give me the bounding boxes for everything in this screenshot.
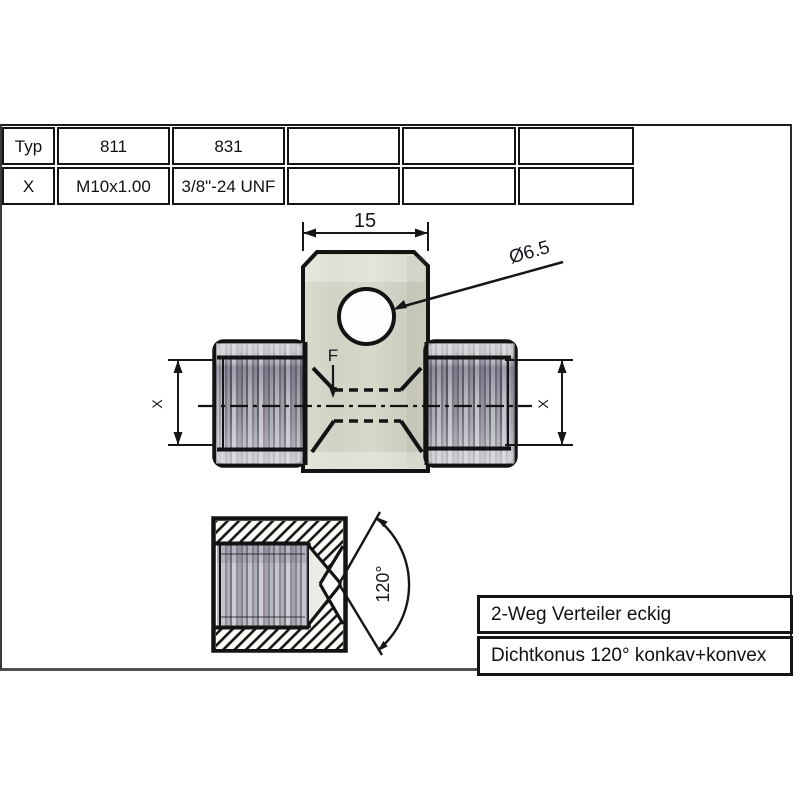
hole-diameter-label: Ø6.5 [506, 236, 553, 269]
front-view [149, 210, 573, 471]
hole-circle [339, 289, 394, 344]
port-label: F [327, 346, 339, 365]
title-block-description: Dichtkonus 120° konkav+konvex [477, 636, 793, 676]
title-block-name: 2-Weg Verteiler eckig [477, 595, 793, 634]
dim-width-label: 15 [353, 210, 377, 232]
table-cell-x-header: X [2, 167, 55, 205]
cone-angle-label: 120° [373, 565, 393, 603]
dim-arrow-left [303, 229, 316, 238]
table-cell-thread-m10: M10x1.00 [57, 167, 170, 205]
thread-size-label-right: X [535, 399, 551, 409]
left-arm [215, 342, 308, 466]
table-cell-typ-header: Typ [2, 127, 55, 165]
thread-dimension-left [168, 360, 215, 445]
table-cell-type-811: 811 [57, 127, 170, 165]
table-cell-thread-unf: 3/8"-24 UNF [172, 167, 285, 205]
thread-size-label-left: X [149, 399, 165, 409]
right-arm [426, 342, 516, 466]
body-bottom-highlight [305, 452, 425, 469]
dim-arrow-right [415, 229, 428, 238]
section-view [214, 512, 410, 655]
table-cell-type-831: 831 [172, 127, 285, 165]
